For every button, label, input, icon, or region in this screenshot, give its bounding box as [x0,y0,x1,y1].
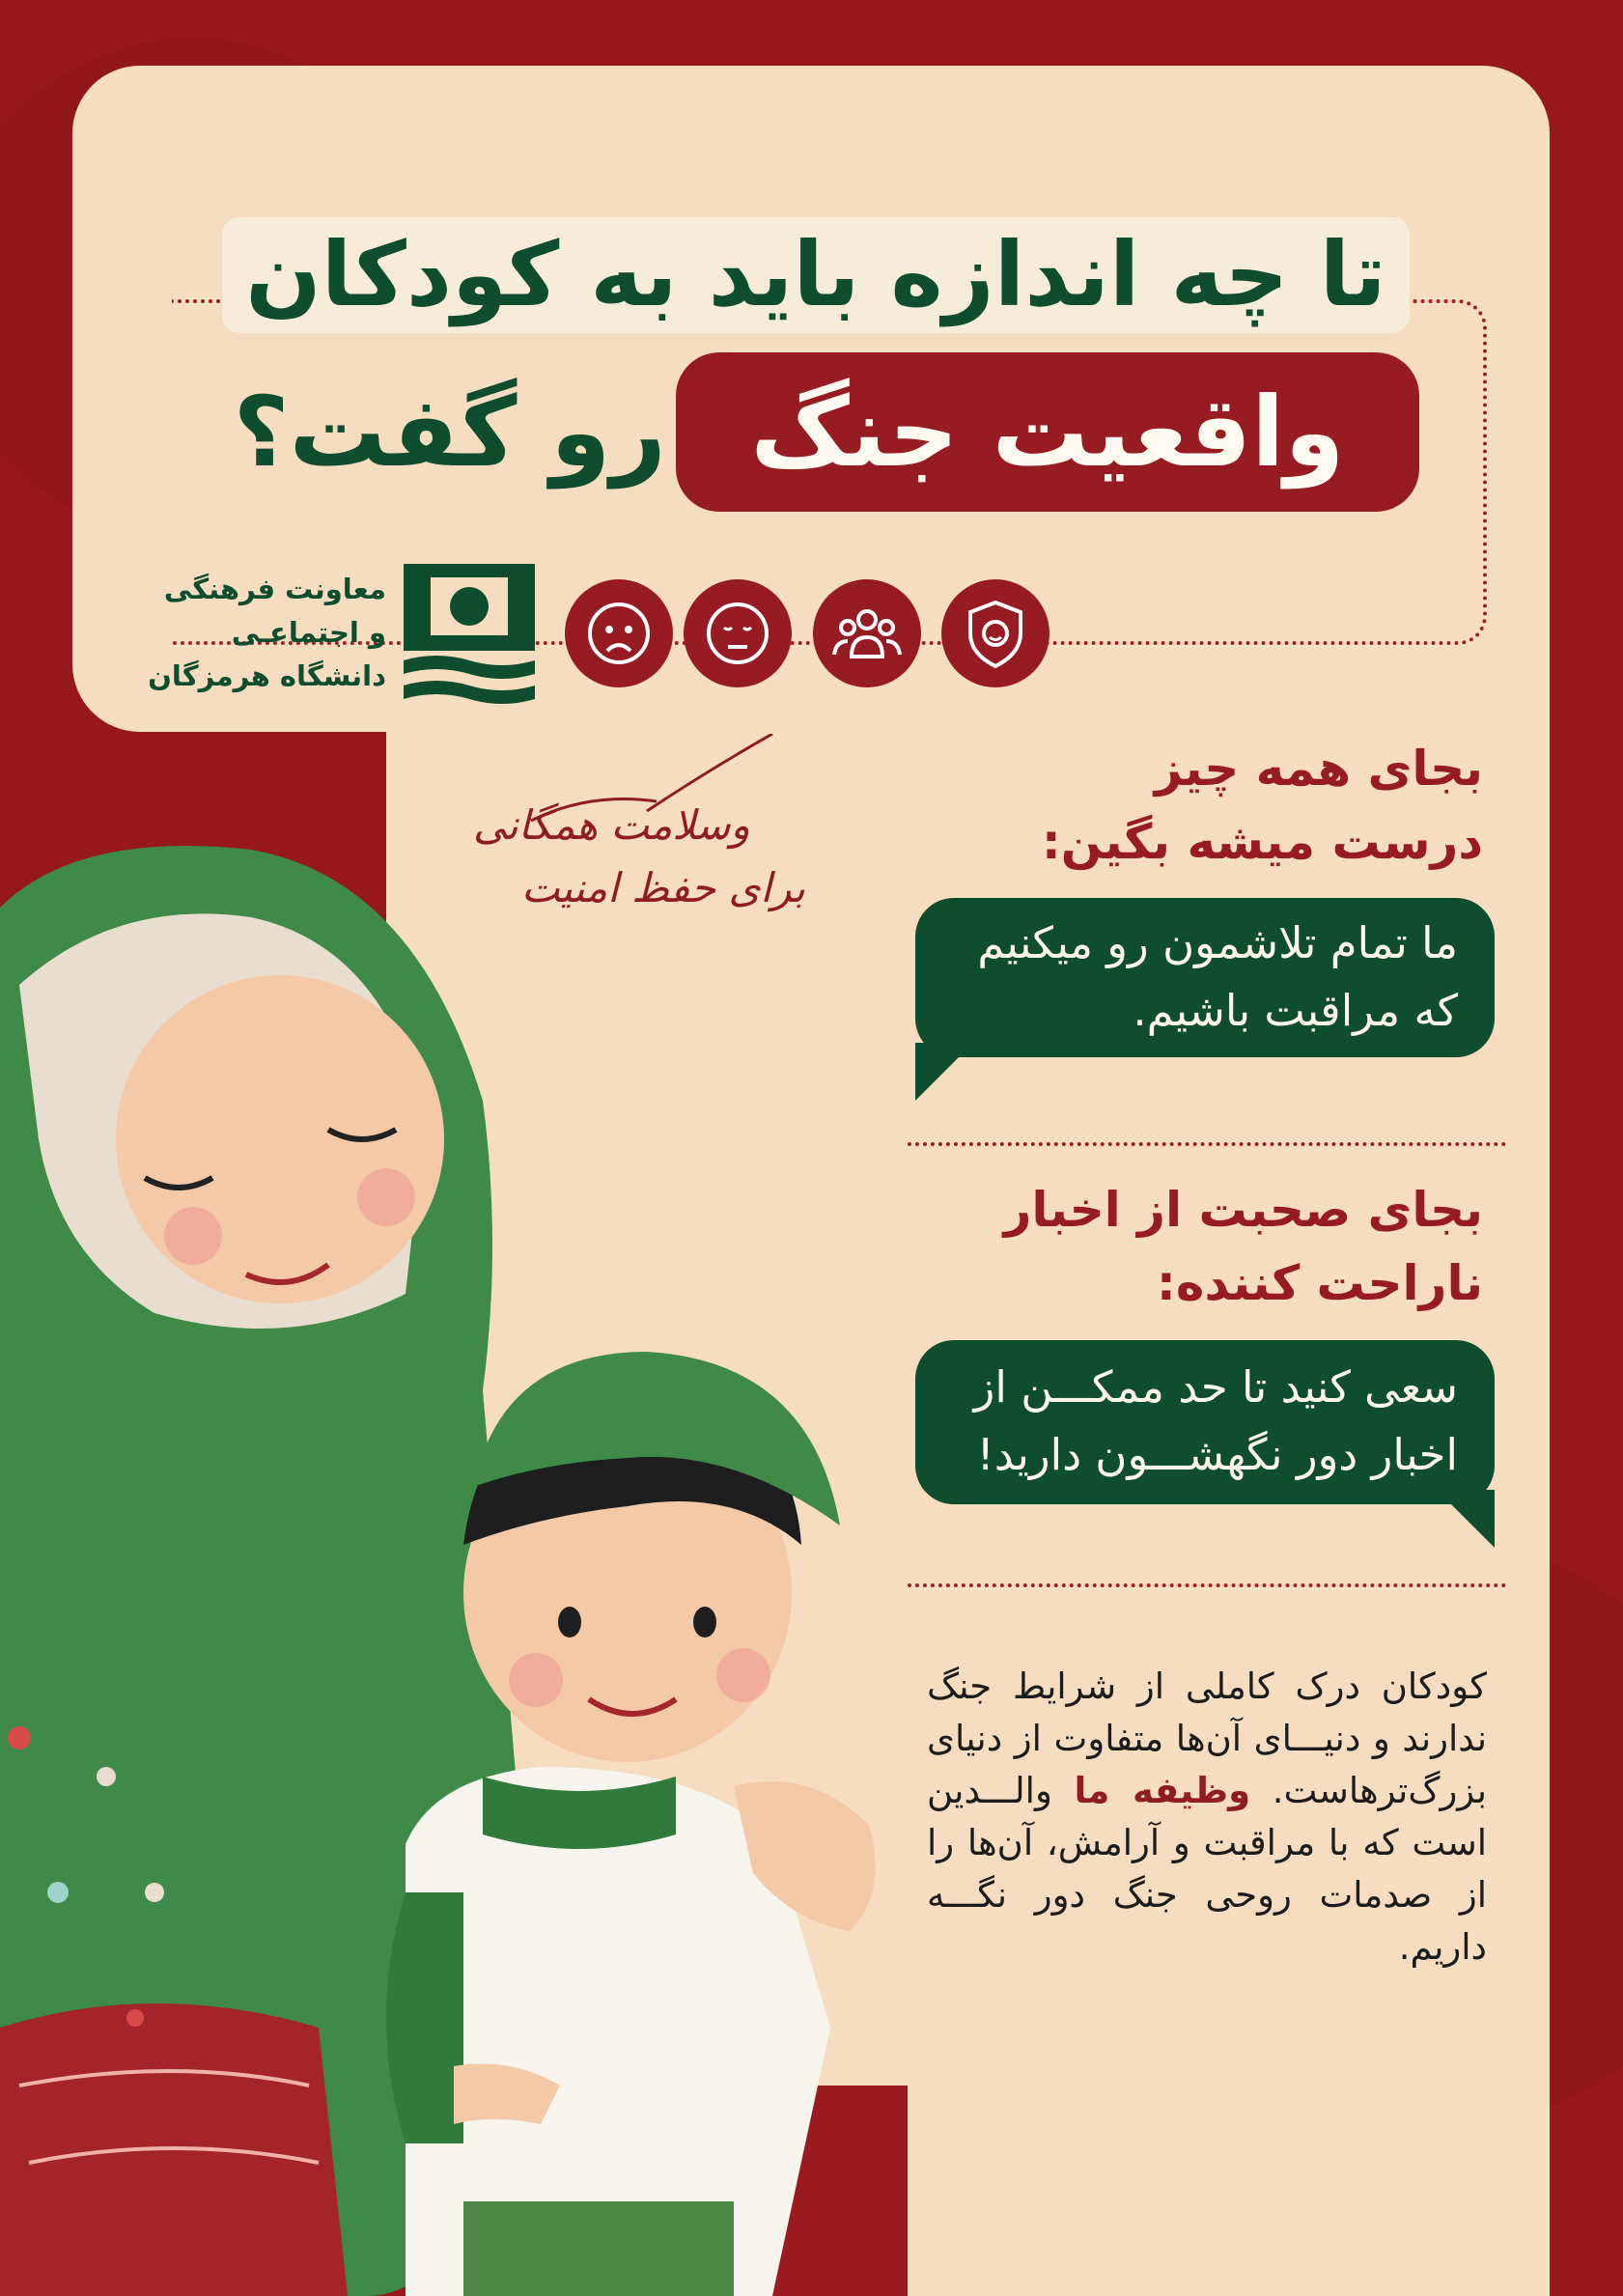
mother-child-illustration [0,811,946,2296]
org-line-3: دانشگاه هرمزگان [148,659,386,692]
info-paragraph [927,1661,1487,1974]
bubble1-line-1: ما تمام تلاشمون رو میکنیم [977,917,1458,968]
family-group-icon [813,579,921,687]
bubble2-tail [1437,1490,1495,1548]
shield-child-icon [941,579,1049,687]
org-line-1: معاونت فرهنگی [163,573,386,605]
calligraphy-line-2: برای حفظ امنیت [521,864,805,911]
calm-face-icon [684,579,792,687]
bubble2-line-1: سعی کنید تا حد ممکـــن از [973,1361,1458,1413]
news-advice-bubble [915,1340,1495,1504]
bottom-panel [908,2008,1550,2296]
title-line-1: تا چه اندازه باید به کودکان [222,217,1410,333]
paragraph-part-1: کودکان درک کاملی از شرایط جنگ ندارند و دنیـــای آن‌ها متفاوت از دنیای بزرگ‌ترهاست. [927,1666,1488,1811]
organization-name [145,568,386,698]
divider-1 [908,1142,1506,1146]
bubble1-tail [915,1043,973,1101]
org-line-2: و اجتماعـی [231,616,386,649]
bubble2-line-2: اخبار دور نگهشـــون دارید! [976,1429,1458,1480]
worried-face-icon [565,579,673,687]
section2-heading-line-2: ناراحت کننده: [1156,1255,1483,1311]
paragraph-emphasis: وظیفه ما [1074,1770,1251,1811]
section2-heading-line-1: بجای صحبت از اخبار [1003,1182,1483,1238]
title-highlight: واقعیت جنگ [676,352,1419,512]
paragraph-part-2: والـــدین است که با مراقبت و آرامش، آن‌ها را از صدمات روحی جنگ دور نگـــه داریم. [927,1770,1487,1968]
reassurance-bubble [915,898,1495,1057]
title-rest: رو گفت؟ [233,376,666,489]
university-logo [398,558,541,714]
divider-2 [908,1583,1506,1587]
bubble1-line-2: که مراقبت باشیم. [1133,985,1458,1036]
section1-heading-line-2: درست میشه بگین: [1041,814,1483,870]
title-line-2 [233,352,1419,526]
section1-heading-line-1: بجای همه چیز [1154,741,1483,797]
calligraphy-line-1: وسلامت همگانی [473,801,750,849]
